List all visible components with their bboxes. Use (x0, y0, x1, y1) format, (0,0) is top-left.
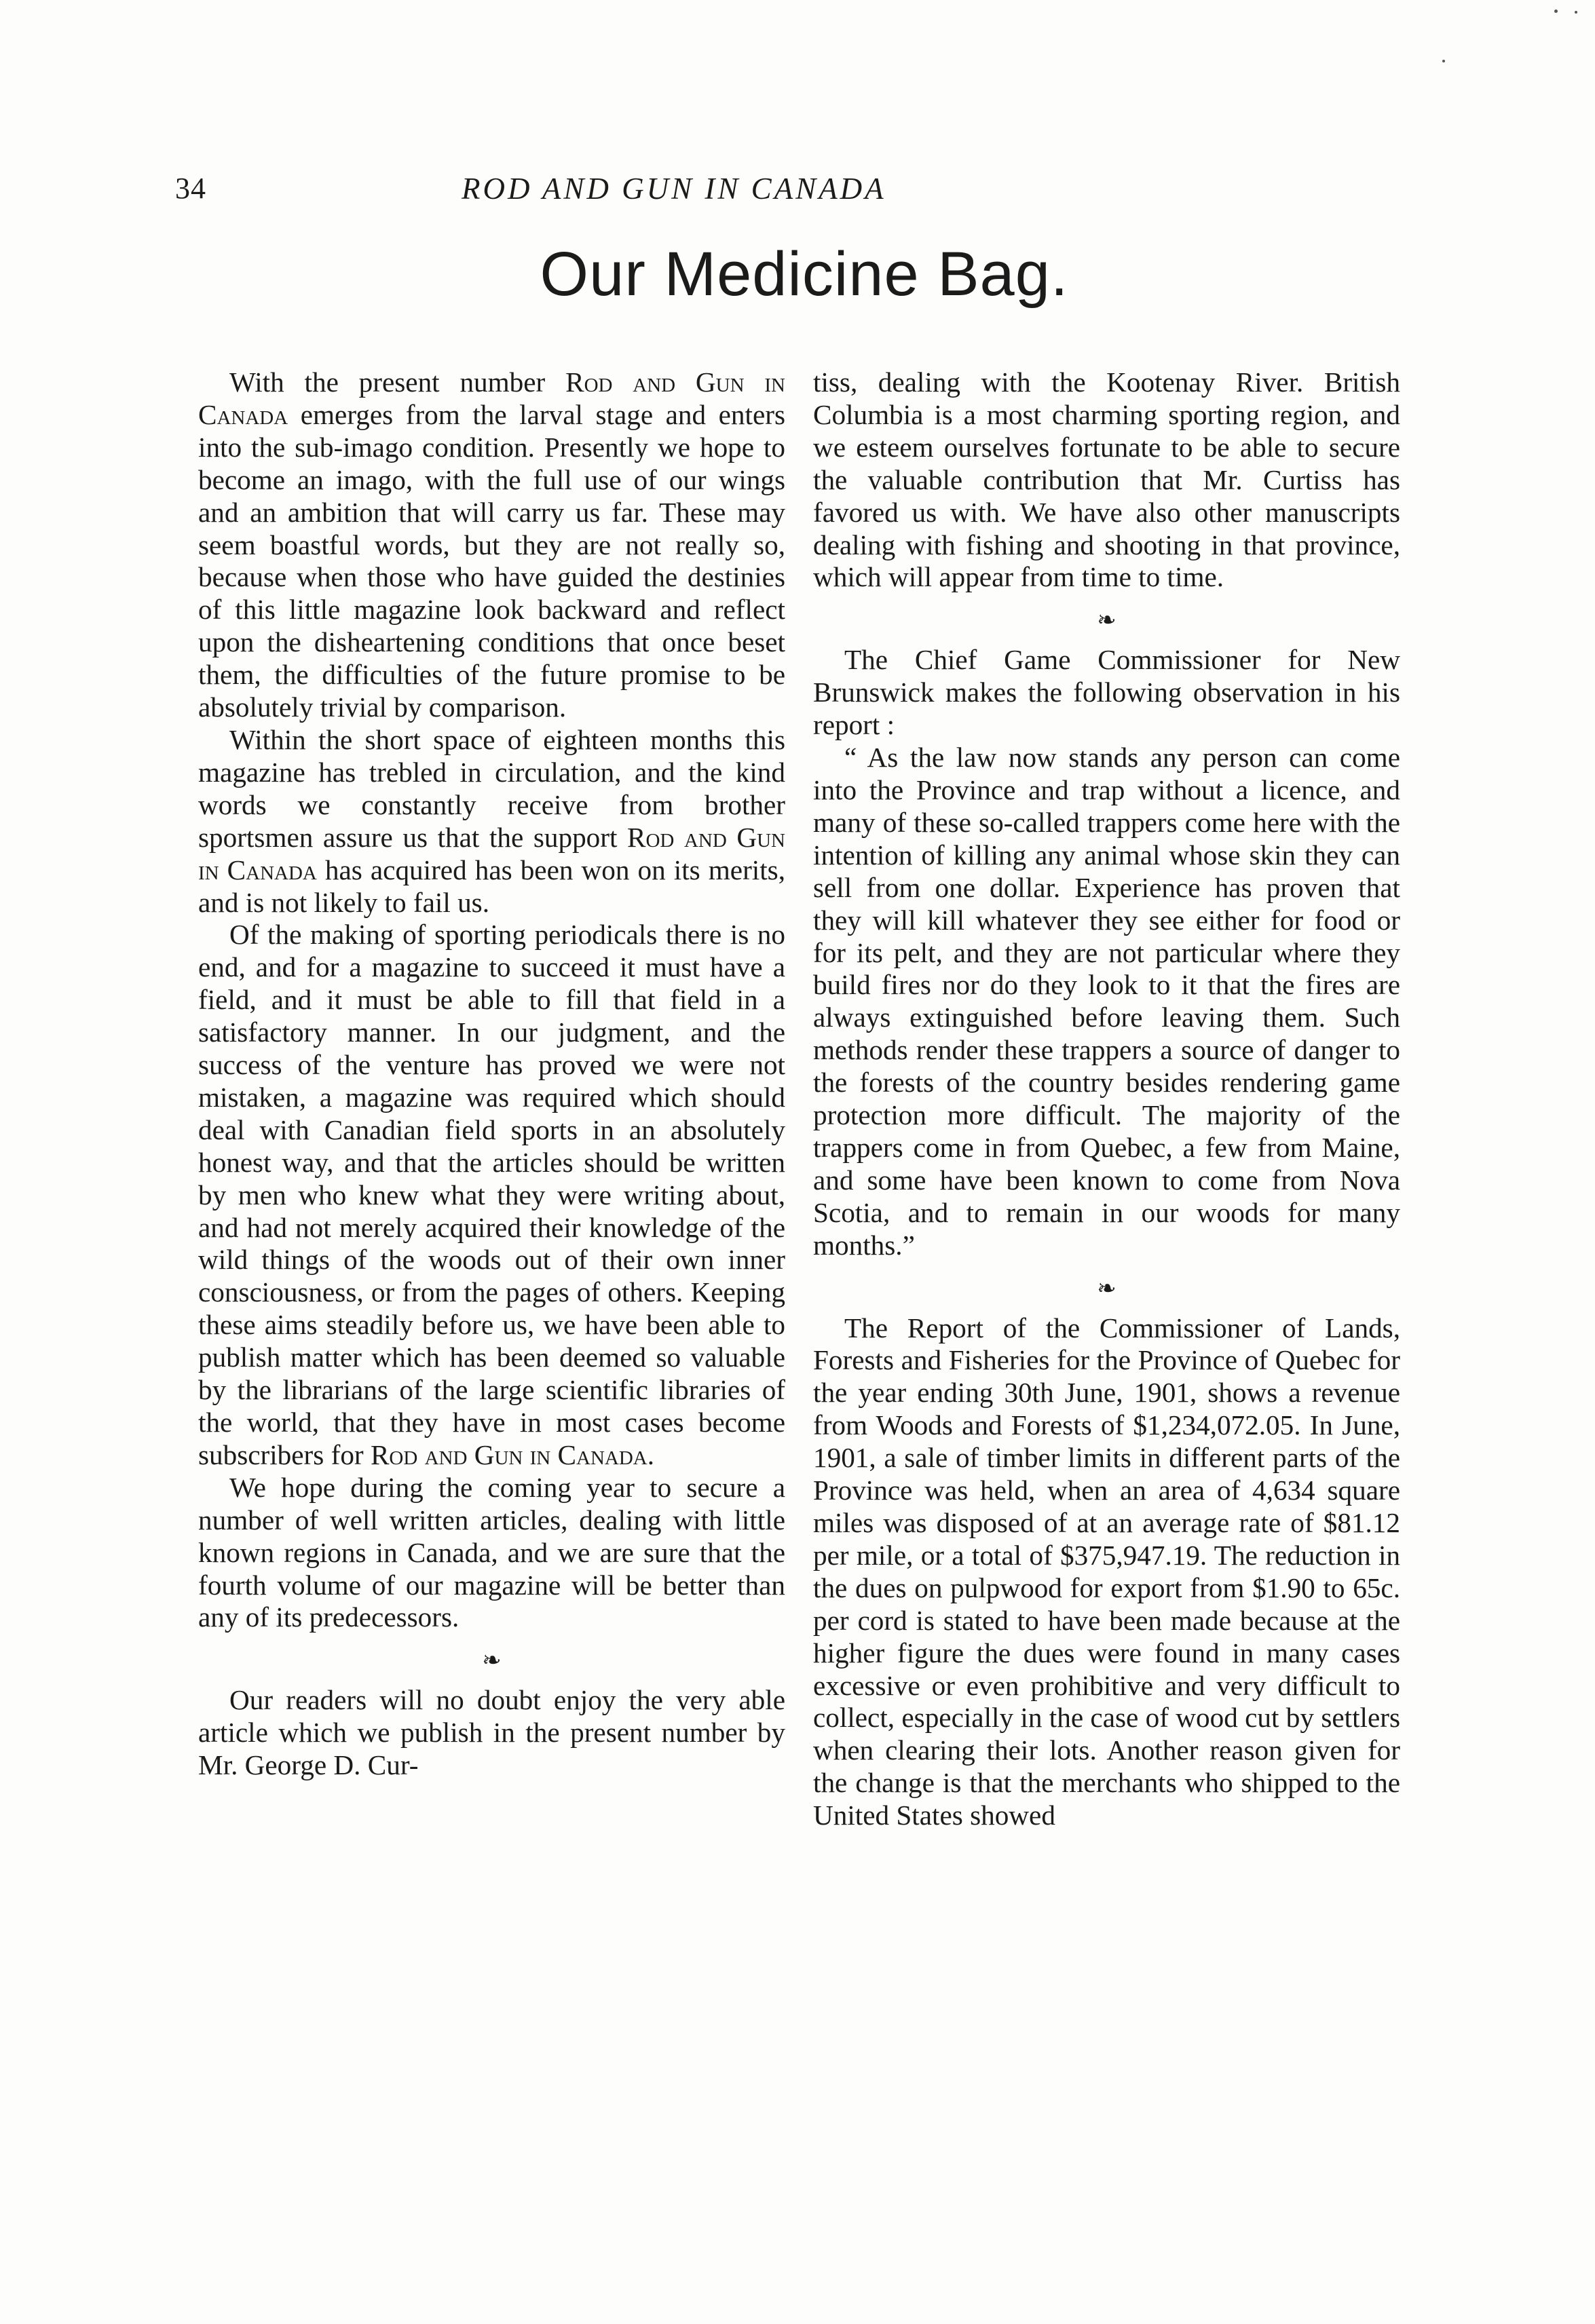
scan-speck (1575, 11, 1577, 14)
fleuron-ornament-icon: ❧ (1097, 1276, 1116, 1301)
scan-speck (1554, 9, 1558, 13)
paragraph: The Report of the Commissioner of Lands, Forests and Fisheries for the Province of Quebec for the year ending 30th June, 1901, shows a revenue from Woods and Forests of $1,234,072.05. In June, 1901, a sale of timber limits in different parts of the Province was held, when an area of 4,634 square miles was disposed of at an average rate of $81.12 per mile, or a total of $375,947.19. The reduction in the dues on pulpwood for export from $1.90 to 65c. per cord is stated to have been made because at the higher figure the dues were found in many cases excessive or even prohibitive and very difficult to collect, especially in the case of wood cut by settlers when clearing their lots. Another reason given for the change is that the merchants who shipped to the United States showed (813, 1312, 1400, 1831)
paragraph (198, 366, 785, 724)
left-column (198, 366, 785, 1782)
paragraph: We hope during the coming year to secure a number of well written articles, dealing with little known regions in Canada, and we are sure that the fourth volume of our magazine will be better than any of its predecessors. (198, 1471, 785, 1633)
fleuron-ornament-icon: ❧ (482, 1648, 502, 1674)
scan-speck (1442, 60, 1445, 62)
paragraph: The Chief Game Commissioner for New Brunswick makes the following observation in his report : (813, 644, 1400, 741)
right-column (813, 366, 1400, 1832)
quotation: “ As the law now stands any person can come into the Province and trap without a licence, and many of these so-called trappers come here with the intention of killing any animal whose skin they can sell from one dollar. Experience has proven that they will kill whatever they see either for food or for its pelt, and they are not particular where they build fires nor do they look to it that the fires are always extinguished before leaving them. Such methods render these trappers a source of danger to the forests of the country besides rendering game protection more difficult. The majority of the trappers come in from Quebec, a few from Maine, and some have been known to come from Nova Scotia, and to remain in our woods for many months.” (813, 742, 1400, 1261)
page-number: 34 (175, 172, 206, 205)
text-run: has acquired has been won on its merits, and is not likely to fail us. (198, 854, 785, 918)
text-run: emerges from the larval stage and enters into the sub-imago condition. Presently we hope to become an imago, with the full use of our wings and an ambition that will carry us far. These may seem boastful words, but they are not really so, because when those who have guided the destinies of this little magazine look backward and reflect upon the disheartening conditions that once beset them, the difficulties of the future promise to be absolutely trivial by comparison. (198, 398, 785, 723)
paragraph: Our readers will no doubt enjoy the very able article which we publish in the present number by Mr. George D. Cur- (198, 1684, 785, 1781)
magazine-name: Rod and Gun in Canada (198, 821, 785, 885)
paragraph (198, 919, 785, 1471)
paragraph: tiss, dealing with the Kootenay River. British Columbia is a most charming sporting region, and we esteem ourselves fortunate to be able to secure the valuable contribution that Mr. Curtiss has favored us with. We have also other manuscripts dealing with fishing and shooting in that province, which will appear from time to time. (813, 366, 1400, 593)
running-head (0, 171, 1595, 212)
text-run: With the present number (229, 366, 566, 398)
text-run: . (647, 1439, 655, 1470)
magazine-name: Rod and Gun in Canada (370, 1439, 648, 1470)
text-run: Of the making of sporting periodicals there is no end, and for a magazine to succeed it must have a field, and it must be able to fill that field in a satisfactory manner. In our judgment, and the success of the venture has proved we were not mistaken, a magazine was required which should deal with Canadian field sports in an absolutely honest way, and that the articles should be written by men who knew what they were writing about, and had not merely acquired their knowledge of the wild things of the woods out of their own inner consciousness, or from the pages of others. Keeping these aims steadily before us, we have been able to publish matter which has been deemed so valuable by the librarians of the large scientific libraries of the world, that they have in most cases become subscribers for (198, 919, 785, 1470)
magazine-name: Rod and Gun in Canada (198, 366, 785, 430)
text-run: Within the short space of eighteen months this magazine has trebled in circulation, and the kind words we constantly receive from brother sportsmen assure us that the support (198, 723, 785, 853)
paragraph (198, 724, 785, 919)
journal-title: ROD AND GUN IN CANADA (462, 172, 886, 206)
fleuron-ornament-icon: ❧ (1097, 608, 1116, 634)
article-title: Our Medicine Bag. (540, 240, 1069, 309)
